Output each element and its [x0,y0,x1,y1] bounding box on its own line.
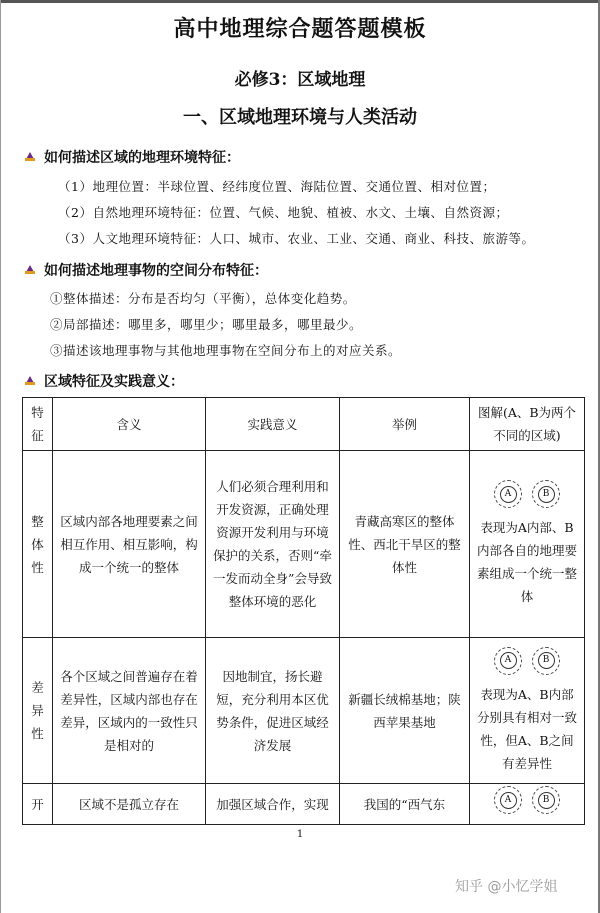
table-header-row [23,398,585,451]
bullet-icon [25,376,35,385]
example-cell: 新疆长绒棉基地；陕西苹果基地 [340,638,470,784]
region-diagram [476,786,578,814]
practice-cell: 人们必须合理利用和开发资源，正确处理资源开发利用与环境保护的关系，否则“牵一发而动全身”会导致整体环境的恶化 [206,451,340,638]
bullet-icon [25,152,35,161]
example-cell: 青藏高寒区的整体性、西北干旱区的整体性 [340,451,470,638]
table-row [23,638,585,784]
diagram-cell [470,451,585,638]
region-b-label: B [538,652,555,669]
left-border [0,0,1,913]
header-feature: 特征 [23,398,53,451]
diagram-text: 表现为A、B内部分别具有相对一致性，但A、B之间有差异性 [476,686,577,771]
env-item: （2）自然地理环境特征：位置、气候、地貌、植被、水文、土壤、自然资源； [58,205,509,220]
header-diagram: 图解(A、B为两个不同的区域) [470,398,585,451]
dist-item: ②局部描述：哪里多，哪里少；哪里最多，哪里最少。 [50,317,363,332]
bullet-icon [25,265,35,274]
heading-table [25,371,184,391]
env-item: （3）人文地理环境特征：人口、城市、农业、工业、交通、商业、科技、旅游等。 [58,231,535,246]
region-feature-table [22,397,585,825]
feature-cell: 整体性 [23,451,53,638]
page-number: 1 [296,829,304,840]
dist-item: ③描述该地理事物与其他地理事物在空间分布上的对应关系。 [50,343,402,358]
region-b-circle [532,786,560,814]
top-border [0,0,600,3]
region-diagram [476,647,578,675]
region-a-label: A [500,652,517,669]
heading-table-text: 区域特征及实践意义： [44,374,184,390]
region-diagram [476,480,578,508]
header-practice: 实践意义 [206,398,340,451]
dist-item: ①整体描述：分布是否均匀（平衡），总体变化趋势。 [50,291,356,306]
region-b-label: B [538,486,555,503]
region-a-label: A [500,486,517,503]
meaning-cell: 各个区域之间普遍存在着差异性，区域内部也存在差异，区域内的一致性只是相对的 [53,638,206,784]
heading-dist [25,260,268,280]
meaning-cell: 区域不是孤立存在 [53,784,206,825]
region-b-circle [532,647,560,675]
region-a-circle [494,786,522,814]
page-subtitle: 必修3：区域地理 [234,70,366,90]
header-example: 举例 [340,398,470,451]
heading-dist-text: 如何描述地理事物的空间分布特征： [44,263,268,279]
region-b-label: B [538,792,555,809]
header-meaning: 含义 [53,398,206,451]
region-b-circle [532,480,560,508]
table-row [23,451,585,638]
watermark: 知乎 @小忆学姐 [455,879,558,895]
heading-env-text: 如何描述区域的地理环境特征： [44,150,240,166]
section-title: 一、区域地理环境与人类活动 [183,107,417,128]
example-cell: 我国的“西气东 [340,784,470,825]
diagram-cell [470,784,585,825]
feature-cell: 差异性 [23,638,53,784]
table-row [23,784,585,825]
diagram-text: 表现为A内部、B内部各自的地理要素组成一个统一整体 [476,520,577,604]
feature-cell: 开 [23,784,53,825]
practice-cell: 加强区域合作，实现 [206,784,340,825]
region-a-label: A [500,792,517,809]
meaning-cell: 区域内部各地理要素之间相互作用、相互影响，构成一个统一的整体 [53,451,206,638]
page-title: 高中地理综合题答题模板 [173,16,427,42]
env-item: （1）地理位置：半球位置、经纬度位置、海陆位置、交通位置、相对位置； [58,179,496,194]
diagram-cell [470,638,585,784]
region-a-circle [494,480,522,508]
heading-env [25,147,240,167]
practice-cell: 因地制宜，扬长避短，充分利用本区优势条件，促进区域经济发展 [206,638,340,784]
region-a-circle [494,647,522,675]
